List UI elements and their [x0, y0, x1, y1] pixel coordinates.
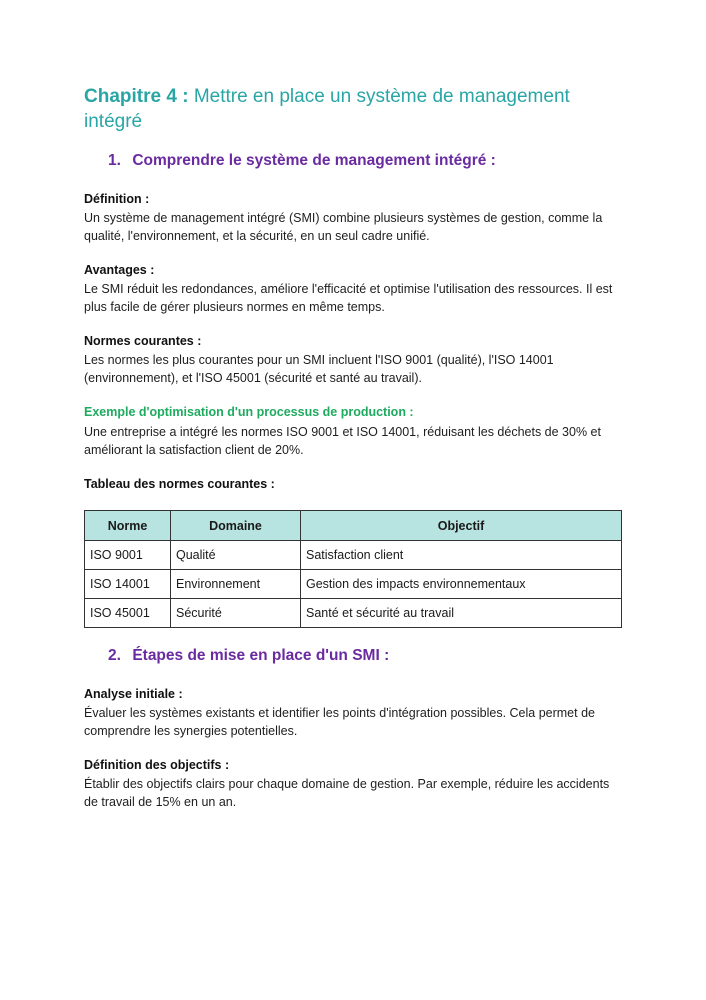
cell-domaine: Qualité: [171, 541, 301, 570]
example-text: Une entreprise a intégré les normes ISO 9001 et ISO 14001, réduisant les déchets de 30% et améliorant la satisfaction client de 20%.: [84, 425, 601, 457]
cell-domaine: Environnement: [171, 570, 301, 599]
chapter-number: Chapitre 4 :: [84, 86, 189, 107]
chapter-title: [84, 84, 624, 134]
objectives-label: Définition des objectifs :: [84, 758, 230, 772]
cell-norme: ISO 45001: [85, 599, 171, 628]
chapter-title-text: Mettre en place un système de management intégré: [84, 86, 570, 132]
cell-domaine: Sécurité: [171, 599, 301, 628]
analysis-text: Évaluer les systèmes existants et identifier les points d'intégration possibles. Cela permet de comprendre les synergies potentielles.: [84, 706, 595, 738]
section-heading-2: [108, 647, 389, 665]
table-row: [85, 599, 622, 628]
objectives-text: Établir des objectifs clairs pour chaque domaine de gestion. Par exemple, réduire les accidents de travail de 15% en un an.: [84, 777, 610, 809]
table-row: [85, 570, 622, 599]
header-objectif: Objectif: [301, 511, 622, 541]
norms-label: Normes courantes :: [84, 334, 202, 348]
header-domaine: Domaine: [171, 511, 301, 541]
example-label: Exemple d'optimisation d'un processus de production :: [84, 405, 414, 419]
definition-label: Définition :: [84, 192, 150, 206]
section-number: 1.: [108, 152, 121, 169]
cell-objectif: Santé et sécurité au travail: [301, 599, 622, 628]
cell-objectif: Satisfaction client: [301, 541, 622, 570]
section-number: 2.: [108, 647, 121, 664]
cell-norme: ISO 14001: [85, 570, 171, 599]
header-norme: Norme: [85, 511, 171, 541]
table-label: Tableau des normes courantes :: [84, 477, 275, 491]
norms-text: Les normes les plus courantes pour un SMI incluent l'ISO 9001 (qualité), l'ISO 14001 (environnement), et l'ISO 45001 (sécurité et santé au travail).: [84, 353, 554, 385]
section-title: Étapes de mise en place d'un SMI :: [132, 647, 390, 664]
cell-objectif: Gestion des impacts environnementaux: [301, 570, 622, 599]
norms-table: [84, 510, 622, 628]
section-heading-1: [108, 152, 496, 170]
section-title: Comprendre le système de management intégré :: [132, 152, 496, 169]
analysis-label: Analyse initiale :: [84, 687, 183, 701]
definition-text: Un système de management intégré (SMI) combine plusieurs systèmes de gestion, comme la qualité, l'environnement, et la sécurité, en un seul cadre unifié.: [84, 211, 603, 243]
cell-norme: ISO 9001: [85, 541, 171, 570]
advantages-label: Avantages :: [84, 263, 155, 277]
advantages-text: Le SMI réduit les redondances, améliore l'efficacité et optimise l'utilisation des ressources. Il est plus facile de gérer plusieurs normes en même temps.: [84, 282, 613, 314]
table-header-row: [85, 511, 622, 541]
table-row: [85, 541, 622, 570]
